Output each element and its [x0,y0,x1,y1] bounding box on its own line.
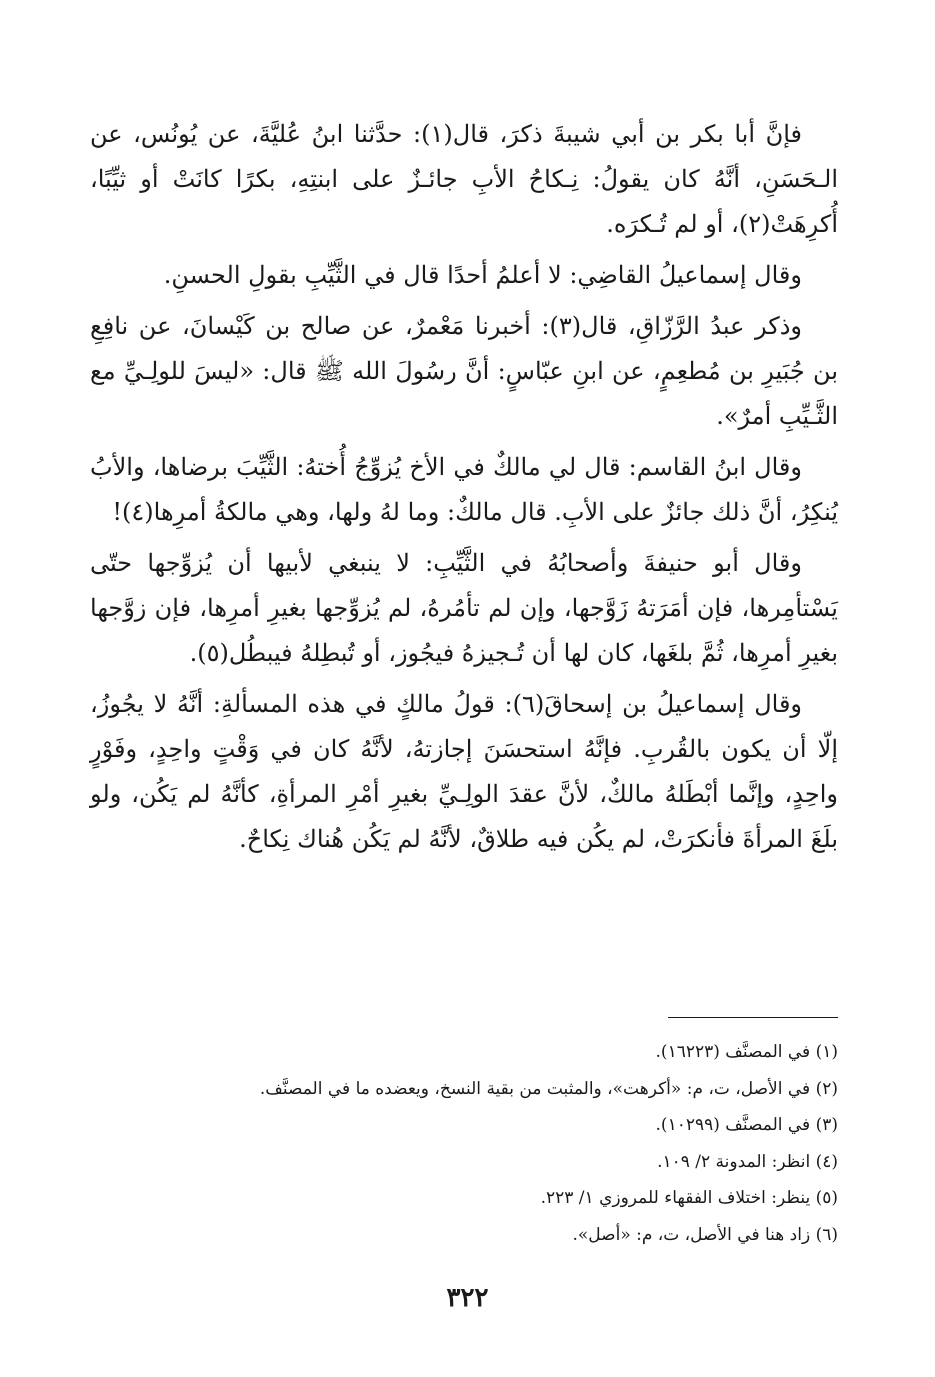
footnote: (٢) في الأصل، ت، م: «أكرهت»، والمثبت من بقية النسخ، ويعضده ما في المصنَّف. [259,1078,838,1099]
paragraph: وقال إسماعيلُ القاضِي: لا أعلمُ أحدًا قال في الثَّيِّبِ بقولِ الحسنِ. [163,261,802,289]
footnote: (٤) انظر: المدونة ٢/ ١٠٩. [657,1151,838,1172]
paragraph: وقال أبو حنيفةَ وأصحابُهُ في الثَّيِّبِ: لا ينبغي لأبيها أن يُزوِّجها حتّى يَسْتأمِرها، فإن أمَرَتهُ زَوَّجها، وإن لم تأمُرهُ، لم يُزوِّجها بغيرِ أمرِها، فإن زوَّجها بغيرِ أمرِها، ثُمَّ بلغَها، كان لها أن تُـجيزهُ فيجُوز، أو تُبطِلهُ فيبطُل(٥). [90,549,838,667]
main-text [90,112,838,868]
footnote: (٣) في المصنَّف (١٠٢٩٩). [655,1115,838,1135]
paragraph: وذكر عبدُ الرَّزّاقِ، قال(٣): أخبرنا مَعْمرٌ، عن صالح بن كَيْسانَ، عن نافِعِ بن جُبَيرِ بن مُطعِمٍ، عن ابنِ عبّاسٍ: أنَّ رسُولَ الله ﷺ قال: «ليسَ للولِـيِّ مع الثَّـيِّبِ أمرٌ». [90,312,838,430]
footnote: (٦) زاد هنا في الأصل، ت، م: «أصل». [572,1224,838,1245]
page-number: ٣٢٢ [446,1283,489,1313]
paragraph: وقال ابنُ القاسم: قال لي مالكٌ في الأخ يُزوِّجُ أُختهُ: الثَّيِّبَ برضاها، والأبُ يُنكِرُ، أنَّ ذلك جائزٌ على الأبِ. قال مالكٌ: وما لهُ ولها، وهي مالكةُ أمرِها(٤)! [90,453,838,526]
paragraph: وقال إسماعيلُ بن إسحاقَ(٦): قولُ مالكٍ في هذه المسألةِ: أنَّهُ لا يجُوزُ، إلّا أن يكون بالقُربِ. فإنَّهُ استحسَنَ إجازتهُ، لأنَّهُ كان في وَقْتٍ واحِدٍ، وفَوْرٍ واحِدٍ، وإنَّما أبْطَلهُ مالكٌ، لأنَّ عقدَ الولِـيِّ بغيرِ أمْرِ المرأةِ، كأنَّهُ لم يَكُن، ولو بلَغَ المرأةَ فأنكرَتْ، لم يكُن فيه طلاقٌ، لأنَّهُ لم يَكُن هُناك نِكاحٌ. [90,690,838,853]
footnotes [90,1034,838,1253]
footnote: (٥) ينظر: اختلاف الفقهاء للمروزي ١/ ٢٢٣. [540,1188,838,1208]
footnote-separator [668,1017,838,1018]
paragraph: فإنَّ أبا بكر بن أبي شيبةَ ذكرَ، قال(١): حدَّثنا ابنُ عُليَّةَ، عن يُونُس، عن الـحَسَنِ، أنَّهُ كان يقولُ: نِـكاحُ الأبِ جائـزٌ على ابنتِهِ، بكرًا كانَتْ أو ثيِّبًا، أُكرِهَتْ(٢)، أو لم تُـكرَه. [90,120,838,238]
footnote: (١) في المصنَّف (١٦٢٢٣). [655,1042,838,1062]
